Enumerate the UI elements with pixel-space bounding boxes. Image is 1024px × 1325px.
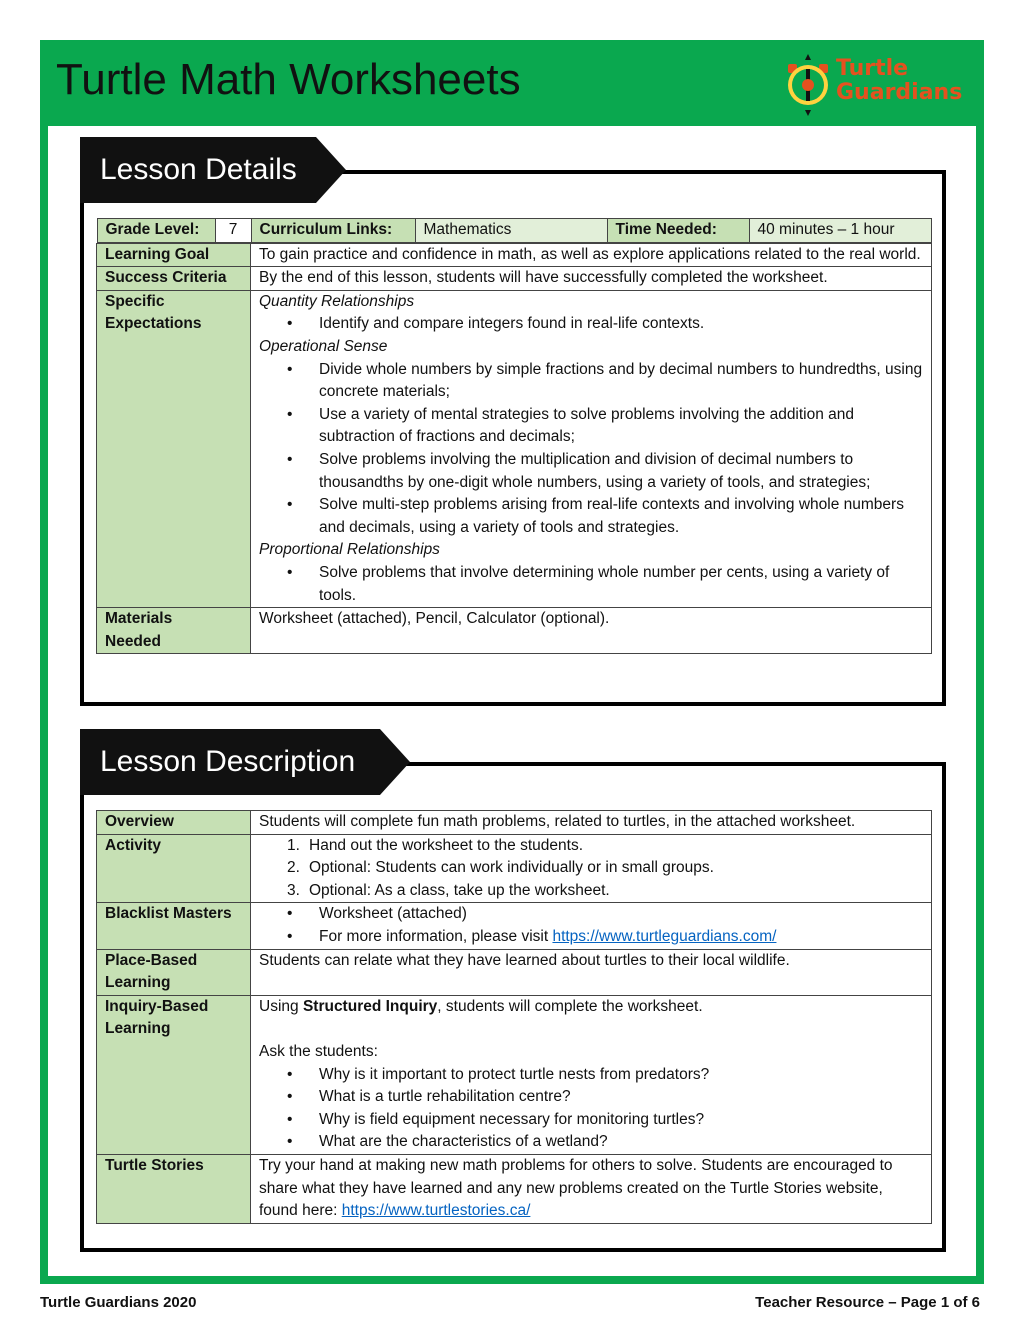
grade-value: 7 (215, 219, 251, 243)
label-line: Specific (105, 292, 165, 310)
materials-text: Worksheet (attached), Pencil, Calculator (optional). (251, 608, 932, 654)
label-line: Needed (105, 632, 161, 650)
turtleguardians-link[interactable]: https://www.turtleguardians.com/ (552, 927, 777, 945)
table-row (97, 243, 932, 267)
blacklist-masters-label: Blacklist Masters (97, 903, 251, 949)
list-text: Hand out the worksheet to the students. (309, 836, 584, 854)
list-text: Optional: As a class, take up the worksheet. (309, 881, 610, 899)
specific-expectations-label (97, 290, 251, 607)
place-based-label (97, 949, 251, 995)
label-line: Expectations (105, 315, 202, 333)
turtle-logo-icon (780, 52, 836, 118)
lesson-details-box (80, 170, 946, 706)
footer-right: Teacher Resource – Page 1 of 6 (755, 1294, 980, 1311)
activity-label: Activity (97, 834, 251, 903)
table-row (97, 218, 932, 243)
text: , students will complete the worksheet. (437, 997, 703, 1015)
list-number: 2. (287, 859, 300, 877)
label-line: Learning (105, 974, 171, 992)
table-row (97, 267, 932, 291)
table-row (97, 290, 932, 607)
turtle-stories-content (251, 1154, 932, 1223)
list-item: • Why is field equipment necessary for monitoring turtles? (319, 1109, 923, 1132)
inquiry-intro (259, 996, 923, 1019)
list-item: • Identify and compare integers found in real-life contexts. (319, 313, 923, 336)
turtlestories-link[interactable]: https://www.turtlestories.ca/ (341, 1202, 531, 1220)
table-row (97, 995, 932, 1154)
overview-label: Overview (97, 811, 251, 835)
list-item (319, 926, 923, 949)
overview-text: Students will complete fun math problems, related to turtles, in the attached worksheet. (251, 811, 932, 835)
list-item: • Solve problems involving the multiplication and division of decimal numbers to thousandths by one-digit whole numbers, using a variety of tools, and strategies; (319, 449, 923, 494)
turtle-stories-label: Turtle Stories (97, 1154, 251, 1223)
list-text: Optional: Students can work individually or in small groups. (309, 859, 714, 877)
table-row (97, 834, 932, 903)
list-item (287, 835, 923, 858)
list-text: For more information, please visit (319, 927, 553, 945)
lesson-details-heading: Lesson Details (80, 137, 316, 203)
page-title: Turtle Math Worksheets (56, 55, 521, 104)
table-row (97, 1154, 932, 1223)
learning-goal-text: To gain practice and confidence in math, as well as explore applications related to the real world. (251, 243, 932, 267)
specific-expectations-content (251, 290, 932, 607)
expectation-heading: Quantity Relationships (259, 292, 415, 310)
table-row (97, 903, 932, 949)
inquiry-based-content (251, 995, 932, 1154)
lesson-details-table (96, 218, 932, 654)
table-row (97, 608, 932, 654)
list-number: 3. (287, 881, 300, 899)
heading-arrow (316, 137, 346, 203)
list-item (287, 880, 923, 903)
list-item: • Worksheet (attached) (319, 903, 923, 926)
blacklist-masters-content (251, 903, 932, 949)
turtle-guardians-logo[interactable] (780, 52, 975, 118)
materials-label (97, 608, 251, 654)
list-item: • Use a variety of mental strategies to solve problems involving the addition and subtraction of fractions and decimals; (319, 404, 923, 449)
list-item: • What is a turtle rehabilitation centre? (319, 1086, 923, 1109)
logo-text-guardians: Guardians (836, 80, 963, 105)
lesson-description-heading: Lesson Description (80, 729, 380, 795)
expectation-heading: Proportional Relationships (259, 541, 440, 559)
label-line: Inquiry-Based (105, 997, 209, 1015)
activity-content (251, 834, 932, 903)
label-line: Materials (105, 610, 173, 628)
time-value: 40 minutes – 1 hour (749, 219, 931, 243)
text: Try your hand at making new math problems for others to solve. Students are encouraged to share what they have learned and any new problems created on the Turtle Stories website, found here: (259, 1156, 893, 1220)
lesson-description-box (80, 762, 946, 1252)
table-row (97, 949, 932, 995)
ask-students: Ask the students: (259, 1042, 378, 1060)
list-item: • Solve multi-step problems arising from real-life contexts and involving whole numbers and decimals, using a variety of tools and strategies. (319, 494, 923, 539)
list-number: 1. (287, 836, 300, 854)
list-item: • Why is it important to protect turtle nests from predators? (319, 1064, 923, 1087)
time-label: Time Needed: (607, 219, 749, 243)
learning-goal-label: Learning Goal (97, 243, 251, 267)
label-line: Learning (105, 1020, 171, 1038)
bold-text: Structured Inquiry (302, 997, 438, 1015)
expectation-heading: Operational Sense (259, 337, 388, 355)
logo-text-turtle: Turtle (836, 56, 909, 81)
curriculum-value: Mathematics (415, 219, 607, 243)
list-item (287, 857, 923, 880)
place-based-text: Students can relate what they have learned about turtles to their local wildlife. (251, 949, 932, 995)
curriculum-label: Curriculum Links: (251, 219, 415, 243)
grade-label: Grade Level: (97, 219, 215, 243)
list-item: • Solve problems that involve determining whole number per cents, using a variety of tools. (319, 562, 923, 607)
success-criteria-text: By the end of this lesson, students will have successfully completed the worksheet. (251, 267, 932, 291)
inquiry-based-label (97, 995, 251, 1154)
list-item: • Divide whole numbers by simple fractions and by decimal numbers to hundredths, using concrete materials; (319, 359, 923, 404)
lesson-description-table (96, 810, 932, 1224)
text: Using (259, 997, 303, 1015)
heading-arrow (380, 729, 410, 795)
list-item: • What are the characteristics of a wetland? (319, 1131, 923, 1154)
success-criteria-label: Success Criteria (97, 267, 251, 291)
table-row (97, 811, 932, 835)
footer-left: Turtle Guardians 2020 (40, 1294, 197, 1311)
label-line: Place-Based (105, 951, 198, 969)
